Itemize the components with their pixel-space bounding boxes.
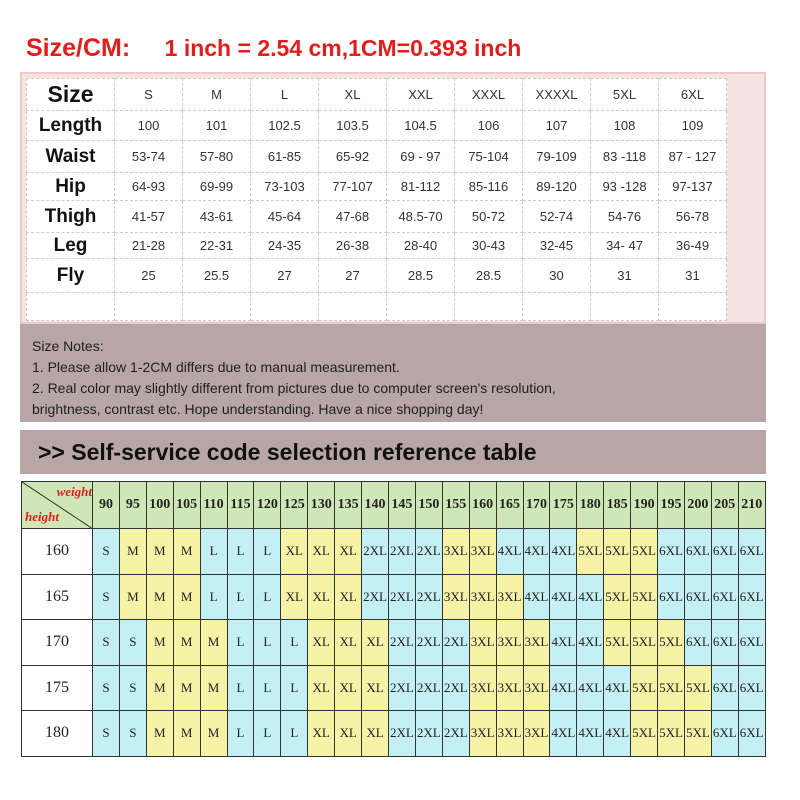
size-cell: 2XL bbox=[415, 574, 442, 620]
size-cell: 3XL bbox=[496, 574, 523, 620]
measurement-value: 87 - 127 bbox=[659, 141, 727, 173]
size-cell: XL bbox=[335, 529, 362, 575]
size-cell: L bbox=[281, 620, 308, 666]
size-cell: 2XL bbox=[415, 711, 442, 757]
measurement-value: 25 bbox=[115, 259, 183, 293]
blank-cell bbox=[183, 293, 251, 321]
weight-header-cell: 185 bbox=[604, 482, 631, 529]
blank-cell bbox=[319, 293, 387, 321]
size-cell: S bbox=[93, 711, 120, 757]
size-cell: 6XL bbox=[711, 574, 738, 620]
size-cell: 2XL bbox=[415, 665, 442, 711]
weight-header-cell: 155 bbox=[442, 482, 469, 529]
size-cell: 4XL bbox=[550, 665, 577, 711]
measurement-value: 31 bbox=[659, 259, 727, 293]
measurement-value: 104.5 bbox=[387, 111, 455, 141]
corner-cell bbox=[22, 482, 93, 529]
size-cell: 6XL bbox=[658, 574, 685, 620]
size-cell: XL bbox=[308, 665, 335, 711]
size-cell: 5XL bbox=[684, 665, 711, 711]
size-cell: 6XL bbox=[738, 620, 765, 666]
measurement-value: 26-38 bbox=[319, 233, 387, 259]
measurement-value: 27 bbox=[319, 259, 387, 293]
reference-table-title: >> Self-service code selection reference table bbox=[20, 430, 766, 474]
blank-cell bbox=[591, 293, 659, 321]
measurement-value: 34- 47 bbox=[591, 233, 659, 259]
size-cell: L bbox=[227, 711, 254, 757]
size-cell: 6XL bbox=[711, 620, 738, 666]
size-cell: 2XL bbox=[388, 529, 415, 575]
unit-conversion-text: 1 inch = 2.54 cm,1CM=0.393 inch bbox=[164, 35, 522, 61]
size-unit-label: Size/CM: bbox=[26, 34, 131, 62]
measurement-label: Thigh bbox=[27, 201, 115, 233]
size-cell: 6XL bbox=[711, 529, 738, 575]
measurement-value: 57-80 bbox=[183, 141, 251, 173]
height-cell: 165 bbox=[22, 574, 93, 620]
size-cell: 5XL bbox=[658, 711, 685, 757]
size-cell: 3XL bbox=[496, 620, 523, 666]
measurement-value: 53-74 bbox=[115, 141, 183, 173]
measurement-label: Length bbox=[27, 111, 115, 141]
blank-row bbox=[27, 293, 727, 321]
size-cell: XL bbox=[281, 574, 308, 620]
weight-header-cell: 200 bbox=[684, 482, 711, 529]
measurement-value: 61-85 bbox=[251, 141, 319, 173]
size-cell: XL bbox=[308, 620, 335, 666]
measurement-label: Waist bbox=[27, 141, 115, 173]
size-cell: 6XL bbox=[738, 574, 765, 620]
size-cell: 3XL bbox=[469, 620, 496, 666]
measurement-value: 28.5 bbox=[455, 259, 523, 293]
measurement-value: 106 bbox=[455, 111, 523, 141]
measurement-value: 79-109 bbox=[523, 141, 591, 173]
size-cell: 6XL bbox=[711, 711, 738, 757]
size-cell: S bbox=[119, 620, 146, 666]
size-cell: 3XL bbox=[469, 574, 496, 620]
size-cell: XL bbox=[362, 620, 389, 666]
size-cell: 4XL bbox=[604, 665, 631, 711]
size-cell: L bbox=[281, 665, 308, 711]
measurement-value: 32-45 bbox=[523, 233, 591, 259]
measurement-value: 75-104 bbox=[455, 141, 523, 173]
size-chart-panel bbox=[20, 72, 766, 324]
weight-header-cell: 175 bbox=[550, 482, 577, 529]
measurement-row bbox=[27, 111, 727, 141]
size-cell: 4XL bbox=[496, 529, 523, 575]
height-cell: 175 bbox=[22, 665, 93, 711]
weight-header-cell: 165 bbox=[496, 482, 523, 529]
size-cell: 2XL bbox=[442, 665, 469, 711]
blank-cell bbox=[659, 293, 727, 321]
size-cell: 5XL bbox=[604, 574, 631, 620]
size-cell: L bbox=[227, 529, 254, 575]
size-cell: 3XL bbox=[496, 711, 523, 757]
weight-header-cell: 135 bbox=[335, 482, 362, 529]
size-cell: 2XL bbox=[415, 620, 442, 666]
size-cell: L bbox=[200, 574, 227, 620]
size-cell: 2XL bbox=[388, 711, 415, 757]
weight-header-cell: 195 bbox=[658, 482, 685, 529]
size-notes bbox=[20, 324, 766, 422]
size-header-cell: S bbox=[115, 79, 183, 111]
size-cell: 4XL bbox=[523, 574, 550, 620]
size-cell: 4XL bbox=[550, 620, 577, 666]
weight-header-cell: 145 bbox=[388, 482, 415, 529]
size-cell: L bbox=[227, 574, 254, 620]
blank-cell bbox=[27, 293, 115, 321]
size-cell: 3XL bbox=[496, 665, 523, 711]
size-cell: XL bbox=[308, 711, 335, 757]
measurement-value: 85-116 bbox=[455, 173, 523, 201]
size-cell: L bbox=[254, 711, 281, 757]
measurement-value: 69-99 bbox=[183, 173, 251, 201]
size-cell: XL bbox=[335, 711, 362, 757]
size-cell: L bbox=[227, 620, 254, 666]
measurement-value: 30-43 bbox=[455, 233, 523, 259]
weight-header-cell: 115 bbox=[227, 482, 254, 529]
size-cell: XL bbox=[362, 665, 389, 711]
size-cell: 3XL bbox=[469, 665, 496, 711]
size-header-cell: XXXXL bbox=[523, 79, 591, 111]
weight-header-cell: 130 bbox=[308, 482, 335, 529]
size-cell: L bbox=[254, 620, 281, 666]
weight-header-cell: 210 bbox=[738, 482, 765, 529]
size-cell: 3XL bbox=[469, 529, 496, 575]
measurement-value: 27 bbox=[251, 259, 319, 293]
size-cell: 5XL bbox=[631, 711, 658, 757]
height-cell: 160 bbox=[22, 529, 93, 575]
measurement-value: 54-76 bbox=[591, 201, 659, 233]
blank-cell bbox=[251, 293, 319, 321]
size-cell: 2XL bbox=[388, 665, 415, 711]
size-cell: S bbox=[93, 665, 120, 711]
size-cell: 4XL bbox=[577, 574, 604, 620]
size-cell: S bbox=[93, 574, 120, 620]
weight-header-cell: 190 bbox=[631, 482, 658, 529]
measurement-value: 93 -128 bbox=[591, 173, 659, 201]
size-cell: 4XL bbox=[577, 711, 604, 757]
weight-header-cell: 150 bbox=[415, 482, 442, 529]
measurement-value: 109 bbox=[659, 111, 727, 141]
size-cell: 6XL bbox=[738, 665, 765, 711]
size-cell: XL bbox=[281, 529, 308, 575]
measurement-value: 28.5 bbox=[387, 259, 455, 293]
measurement-value: 41-57 bbox=[115, 201, 183, 233]
size-cell: M bbox=[173, 711, 200, 757]
size-cell: 2XL bbox=[388, 574, 415, 620]
notes-line-1: 1. Please allow 1-2CM differs due to manual measurement. bbox=[32, 359, 400, 375]
size-header-cell: XL bbox=[319, 79, 387, 111]
size-cell: S bbox=[119, 665, 146, 711]
size-cell: S bbox=[93, 529, 120, 575]
measurement-value: 36-49 bbox=[659, 233, 727, 259]
measurement-row bbox=[27, 201, 727, 233]
size-cell: M bbox=[200, 711, 227, 757]
measurement-value: 28-40 bbox=[387, 233, 455, 259]
size-cell: S bbox=[119, 711, 146, 757]
measurement-value: 48.5-70 bbox=[387, 201, 455, 233]
size-cell: 5XL bbox=[658, 620, 685, 666]
weight-header-cell: 100 bbox=[146, 482, 173, 529]
weight-header-cell: 90 bbox=[93, 482, 120, 529]
measurement-value: 101 bbox=[183, 111, 251, 141]
size-header-cell: 6XL bbox=[659, 79, 727, 111]
size-cell: XL bbox=[335, 665, 362, 711]
size-cell: 6XL bbox=[684, 574, 711, 620]
size-row-label: Size bbox=[27, 79, 115, 111]
size-header-cell: M bbox=[183, 79, 251, 111]
size-cell: S bbox=[93, 620, 120, 666]
size-cell: 6XL bbox=[684, 529, 711, 575]
size-cell: XL bbox=[362, 711, 389, 757]
size-cell: L bbox=[254, 665, 281, 711]
size-cell: 6XL bbox=[711, 665, 738, 711]
weight-header-cell: 170 bbox=[523, 482, 550, 529]
size-cell: 3XL bbox=[523, 620, 550, 666]
size-header-cell: XXXL bbox=[455, 79, 523, 111]
blank-cell bbox=[387, 293, 455, 321]
measurement-value: 64-93 bbox=[115, 173, 183, 201]
height-cell: 170 bbox=[22, 620, 93, 666]
size-cell: 2XL bbox=[388, 620, 415, 666]
size-cell: 4XL bbox=[523, 529, 550, 575]
size-cell: M bbox=[119, 529, 146, 575]
size-cell: L bbox=[227, 665, 254, 711]
measurement-row bbox=[27, 233, 727, 259]
size-cell: 5XL bbox=[631, 529, 658, 575]
size-header-row bbox=[27, 79, 727, 111]
size-header-cell: XXL bbox=[387, 79, 455, 111]
size-cell: 4XL bbox=[577, 665, 604, 711]
size-cell: 5XL bbox=[684, 711, 711, 757]
weight-header-cell: 110 bbox=[200, 482, 227, 529]
size-reference-table bbox=[21, 481, 766, 757]
blank-cell bbox=[455, 293, 523, 321]
weight-header-cell: 125 bbox=[281, 482, 308, 529]
size-cell: M bbox=[146, 574, 173, 620]
weight-header-cell: 120 bbox=[254, 482, 281, 529]
weight-header-cell: 180 bbox=[577, 482, 604, 529]
size-cell: 6XL bbox=[684, 620, 711, 666]
measurement-value: 77-107 bbox=[319, 173, 387, 201]
height-cell: 180 bbox=[22, 711, 93, 757]
measurement-value: 108 bbox=[591, 111, 659, 141]
measurement-value: 30 bbox=[523, 259, 591, 293]
size-cell: 5XL bbox=[631, 574, 658, 620]
size-cell: 3XL bbox=[442, 529, 469, 575]
weight-header-cell: 140 bbox=[362, 482, 389, 529]
measurement-value: 81-112 bbox=[387, 173, 455, 201]
size-cell: M bbox=[146, 665, 173, 711]
measurement-value: 73-103 bbox=[251, 173, 319, 201]
size-cell: M bbox=[173, 620, 200, 666]
size-cell: M bbox=[200, 620, 227, 666]
height-row bbox=[22, 574, 766, 620]
measurement-row bbox=[27, 173, 727, 201]
measurement-value: 43-61 bbox=[183, 201, 251, 233]
measurement-value: 24-35 bbox=[251, 233, 319, 259]
measurement-value: 102.5 bbox=[251, 111, 319, 141]
measurement-value: 52-74 bbox=[523, 201, 591, 233]
measurement-value: 31 bbox=[591, 259, 659, 293]
size-cell: 5XL bbox=[658, 665, 685, 711]
size-cell: M bbox=[200, 665, 227, 711]
size-cell: 5XL bbox=[631, 665, 658, 711]
size-cell: 2XL bbox=[415, 529, 442, 575]
size-header-cell: 5XL bbox=[591, 79, 659, 111]
size-cell: XL bbox=[335, 574, 362, 620]
blank-cell bbox=[115, 293, 183, 321]
header bbox=[26, 34, 521, 74]
height-axis-label: height bbox=[25, 509, 59, 524]
size-cell: M bbox=[173, 574, 200, 620]
size-cell: 3XL bbox=[523, 665, 550, 711]
size-cell: M bbox=[173, 665, 200, 711]
weight-header-cell: 205 bbox=[711, 482, 738, 529]
height-row bbox=[22, 665, 766, 711]
size-cell: 2XL bbox=[362, 574, 389, 620]
measurement-value: 97-137 bbox=[659, 173, 727, 201]
weight-header-cell: 105 bbox=[173, 482, 200, 529]
size-cell: 6XL bbox=[738, 529, 765, 575]
notes-line-2: 2. Real color may slightly different from pictures due to computer screen's resolution, bbox=[32, 380, 556, 396]
measurement-row bbox=[27, 141, 727, 173]
size-cell: 4XL bbox=[550, 529, 577, 575]
weight-header-cell: 160 bbox=[469, 482, 496, 529]
size-cell: 4XL bbox=[577, 620, 604, 666]
measurement-value: 22-31 bbox=[183, 233, 251, 259]
height-row bbox=[22, 529, 766, 575]
size-cell: 3XL bbox=[523, 711, 550, 757]
size-cell: 5XL bbox=[604, 620, 631, 666]
size-cell: XL bbox=[308, 529, 335, 575]
size-cell: 4XL bbox=[550, 711, 577, 757]
size-cell: 2XL bbox=[442, 711, 469, 757]
height-row bbox=[22, 620, 766, 666]
measurement-value: 21-28 bbox=[115, 233, 183, 259]
weight-header-row bbox=[22, 482, 766, 529]
notes-line-3: brightness, contrast etc. Hope understanding. Have a nice shopping day! bbox=[32, 401, 484, 417]
size-cell: XL bbox=[335, 620, 362, 666]
size-cell: L bbox=[200, 529, 227, 575]
size-cell: M bbox=[146, 620, 173, 666]
weight-axis-label: weight bbox=[56, 484, 92, 499]
measurement-value: 103.5 bbox=[319, 111, 387, 141]
size-cell: L bbox=[254, 529, 281, 575]
size-cell: 2XL bbox=[362, 529, 389, 575]
measurement-value: 69 - 97 bbox=[387, 141, 455, 173]
size-cell: M bbox=[146, 529, 173, 575]
measurement-value: 56-78 bbox=[659, 201, 727, 233]
blank-cell bbox=[523, 293, 591, 321]
measurement-value: 65-92 bbox=[319, 141, 387, 173]
height-row bbox=[22, 711, 766, 757]
measurement-value: 89-120 bbox=[523, 173, 591, 201]
measurement-value: 83 -118 bbox=[591, 141, 659, 173]
size-cell: M bbox=[173, 529, 200, 575]
size-cell: 2XL bbox=[442, 620, 469, 666]
measurement-value: 45-64 bbox=[251, 201, 319, 233]
size-cell: M bbox=[119, 574, 146, 620]
size-cell: M bbox=[146, 711, 173, 757]
measurement-value: 100 bbox=[115, 111, 183, 141]
measurement-row bbox=[27, 259, 727, 293]
measurement-value: 50-72 bbox=[455, 201, 523, 233]
size-cell: L bbox=[281, 711, 308, 757]
notes-title: Size Notes: bbox=[32, 338, 104, 354]
measurement-value: 47-68 bbox=[319, 201, 387, 233]
size-cell: 5XL bbox=[577, 529, 604, 575]
size-cell: 3XL bbox=[442, 574, 469, 620]
size-cell: 6XL bbox=[738, 711, 765, 757]
size-cell: 6XL bbox=[658, 529, 685, 575]
size-cell: 4XL bbox=[604, 711, 631, 757]
measurement-label: Hip bbox=[27, 173, 115, 201]
size-cell: 5XL bbox=[631, 620, 658, 666]
size-cell: 3XL bbox=[469, 711, 496, 757]
measurement-label: Leg bbox=[27, 233, 115, 259]
size-cell: 4XL bbox=[550, 574, 577, 620]
size-chart-table bbox=[26, 78, 727, 321]
size-cell: L bbox=[254, 574, 281, 620]
size-header-cell: L bbox=[251, 79, 319, 111]
measurement-value: 25.5 bbox=[183, 259, 251, 293]
measurement-label: Fly bbox=[27, 259, 115, 293]
measurement-value: 107 bbox=[523, 111, 591, 141]
size-cell: XL bbox=[308, 574, 335, 620]
weight-header-cell: 95 bbox=[119, 482, 146, 529]
size-cell: 5XL bbox=[604, 529, 631, 575]
